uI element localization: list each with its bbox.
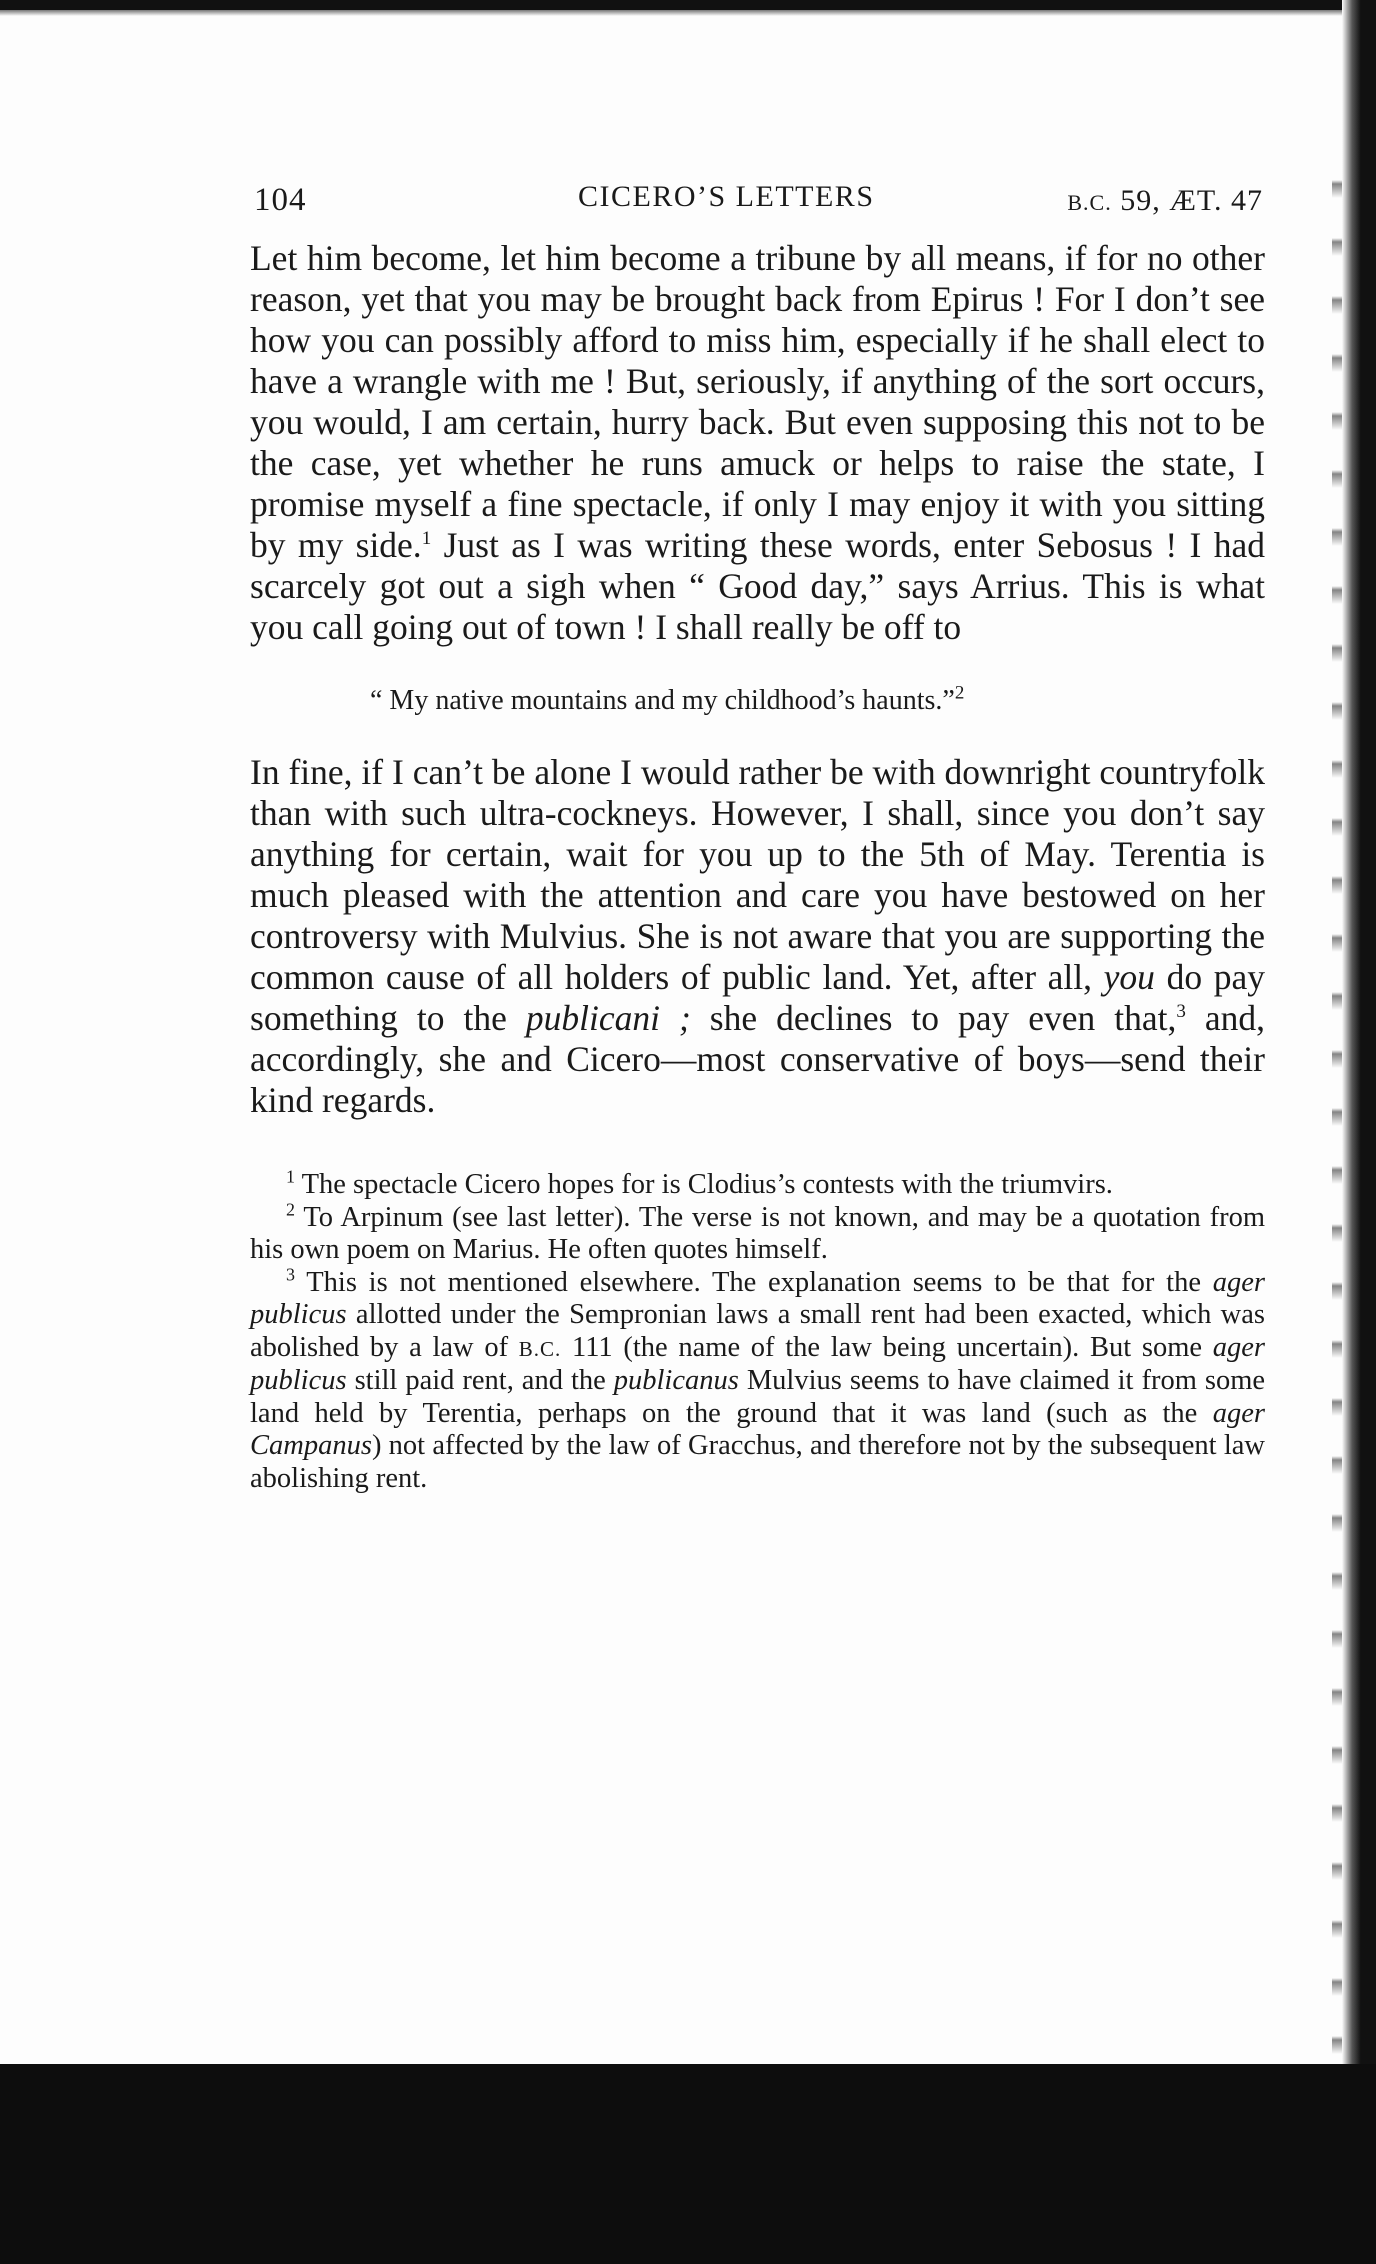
running-head bbox=[250, 170, 1265, 230]
paragraph-2-emphasis-you: you bbox=[1103, 957, 1155, 997]
date-year-age: 59, ÆT. 47 bbox=[1111, 184, 1263, 217]
footnote-3-text-a: This is not mentioned elsewhere. The explanation seems to be that for the bbox=[295, 1266, 1213, 1298]
footnote-3-text-b: allotted under the Sempronian laws a small rent had been exacted, which was abolished by a law of bbox=[250, 1299, 1265, 1363]
verse-quotation bbox=[250, 684, 1265, 718]
date-era: B.C. bbox=[1067, 190, 1112, 215]
footnote-3-mark: 3 bbox=[286, 1264, 295, 1284]
book-page bbox=[250, 170, 1265, 1495]
paragraph-1 bbox=[250, 238, 1265, 648]
footnote-3 bbox=[250, 1264, 1266, 1496]
footnote-3-era: B.C. bbox=[518, 1336, 562, 1361]
footnote-2 bbox=[250, 1199, 1265, 1267]
paragraph-2-emphasis-publicani: publicani ; bbox=[525, 998, 691, 1038]
paragraph-2 bbox=[250, 752, 1265, 1121]
footnote-3-text-e: Mulvius seems to have claimed it from some land held by Terentia, perhaps on the ground that it was land (such as the bbox=[250, 1365, 1266, 1429]
footnote-1-mark: 1 bbox=[286, 1166, 295, 1187]
right-page-edge-shadow bbox=[1332, 140, 1342, 2060]
footnote-ref-1: 1 bbox=[421, 528, 432, 550]
footnotes bbox=[250, 1166, 1266, 1495]
paragraph-2-text-c: she declines to pay even that, bbox=[690, 998, 1177, 1038]
letter-body bbox=[250, 238, 1265, 1121]
running-date bbox=[1067, 184, 1263, 218]
footnote-3-emphasis-ager-publicus: ager publicus bbox=[250, 1266, 1265, 1330]
paragraph-1-text-b: Just as I was writing these words, enter Sebosus ! I had scarcely got out a sigh when “ Good day,” says Arrius. This is what you call going out of town ! I shall really be off to bbox=[250, 525, 1265, 647]
footnote-3-text-c: 111 (the name of the law being uncertain). But some bbox=[561, 1331, 1213, 1363]
page-number: 104 bbox=[254, 182, 307, 218]
running-title: CICERO’S LETTERS bbox=[578, 180, 875, 213]
footnote-2-text: To Arpinum (see last letter). The verse is not known, and may be a quotation from his own poem on Marius. He often quotes himself. bbox=[250, 1201, 1265, 1265]
paragraph-1-text-a: Let him become, let him become a tribune by all means, if for no other reason, yet that you may be brought back from Epirus ! For I don’t see how you can possibly afford to miss him, especially if he shall elect to have a wrangle with me ! But, seriously, if anything of the sort occurs, you would, I am certain, hurry back. But even supposing this not to be the case, yet whether he runs amuck or helps to raise the state, I promise myself a fine spectacle, if only I may enjoy it with you sitting by my side. bbox=[250, 238, 1265, 565]
right-binding-edge bbox=[1342, 0, 1376, 2090]
footnote-2-mark: 2 bbox=[286, 1199, 295, 1219]
top-scan-shadow bbox=[0, 10, 1376, 16]
paragraph-2-text-d: and, accordingly, she and Cicero—most conservative of boys—send their kind regards. bbox=[250, 998, 1265, 1120]
paragraph-2-text-a: In fine, if I can’t be alone I would rather be with downright countryfolk than with such ultra-cockneys. However, I shall, since you don’t say anything for certain, wait for you up to the 5th of May. Terentia is much pleased with the attention and care you have bestowed on her controversy with Mulvius. She is not aware that you are supporting the common cause of all holders of public land. Yet, after all, bbox=[250, 752, 1265, 997]
top-scan-border bbox=[0, 0, 1376, 10]
footnote-3-text-f: ) not affected by the law of Gracchus, and therefore not by the subsequent law abolishing rent. bbox=[250, 1430, 1265, 1494]
verse-quotation-text: “ My native mountains and my childhood’s haunts.” bbox=[370, 685, 955, 716]
footnote-3-emphasis-publicanus: publicanus bbox=[613, 1365, 739, 1396]
footnote-3-emphasis-ager-campanus: ager Campanus bbox=[250, 1397, 1265, 1461]
bottom-scan-border bbox=[0, 2064, 1376, 2264]
footnote-3-text-d: still paid rent, and the bbox=[346, 1365, 614, 1396]
footnote-ref-3: 3 bbox=[1176, 1001, 1186, 1023]
paragraph-2-text-b: do pay something to the bbox=[250, 957, 1265, 1038]
footnote-ref-2: 2 bbox=[954, 682, 965, 704]
footnote-1 bbox=[250, 1166, 1265, 1202]
footnote-3-emphasis-ager-publicus-2: ager publicus bbox=[250, 1331, 1265, 1396]
footnote-1-text: The spectacle Cicero hopes for is Clodius’s contests with the triumvirs. bbox=[295, 1169, 1113, 1200]
